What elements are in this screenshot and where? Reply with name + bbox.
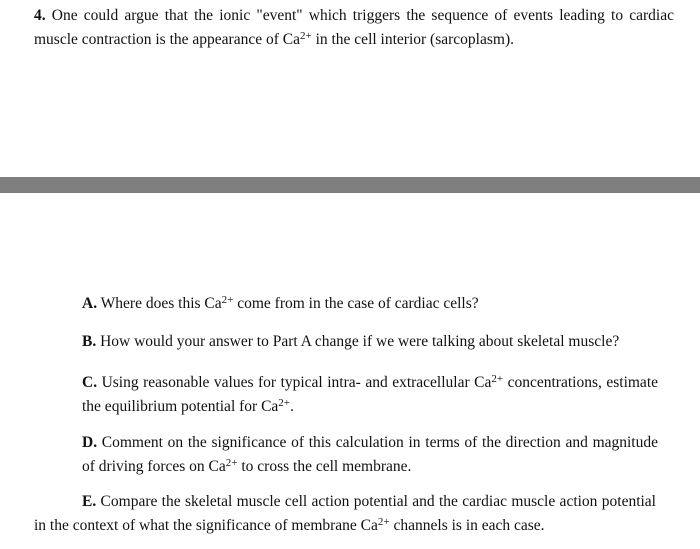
part-b (82, 330, 672, 354)
part-d-text-after: to cross the cell membrane. (237, 458, 412, 475)
part-d (82, 431, 658, 479)
part-e-label: E. (82, 493, 97, 510)
part-a-text-before: Where does this Ca (97, 295, 222, 312)
part-e (34, 490, 656, 538)
part-a-charge: 2+ (221, 294, 234, 306)
part-b-text: How would your answer to Part A change if we were talking about skeletal muscle? (96, 333, 620, 350)
part-d-text-before: Comment on the significance of this calculation in terms of the direction and magnitude of driving forces on Ca (82, 434, 658, 475)
part-e-text-after: channels is in each case. (389, 517, 545, 534)
part-c-text-before: Using reasonable values for typical intra- and extracellular Ca (97, 374, 492, 391)
part-e-text-before: Compare the skeletal muscle cell action potential and the cardiac muscle action potential in the context of what the significance of membrane Ca (34, 493, 656, 534)
part-b-label: B. (82, 333, 97, 350)
part-c-charge-2: 2+ (278, 397, 291, 409)
part-d-label: D. (82, 434, 98, 451)
question-4-text (34, 4, 674, 52)
part-e-charge: 2+ (377, 516, 390, 528)
part-c-label: C. (82, 374, 98, 391)
part-a-label: A. (82, 295, 98, 312)
part-d-charge: 2+ (225, 457, 238, 469)
calcium-charge: 2+ (299, 30, 312, 42)
part-c (82, 371, 658, 419)
section-divider (0, 177, 700, 193)
part-c-text-middle: concentrations, estimate the equilibrium potential for Ca (82, 374, 659, 415)
question-text-before: One could argue that the ionic "event" which triggers the sequence of events leading to cardiac muscle contraction is the appearance of Ca (34, 7, 674, 48)
question-text-after: in the cell interior (sarcoplasm). (311, 31, 514, 48)
part-c-charge: 2+ (491, 373, 504, 385)
part-a (82, 292, 672, 316)
part-c-text-after: . (290, 398, 294, 415)
question-number: 4. (34, 7, 46, 24)
part-a-text-after: come from in the case of cardiac cells? (233, 295, 479, 312)
